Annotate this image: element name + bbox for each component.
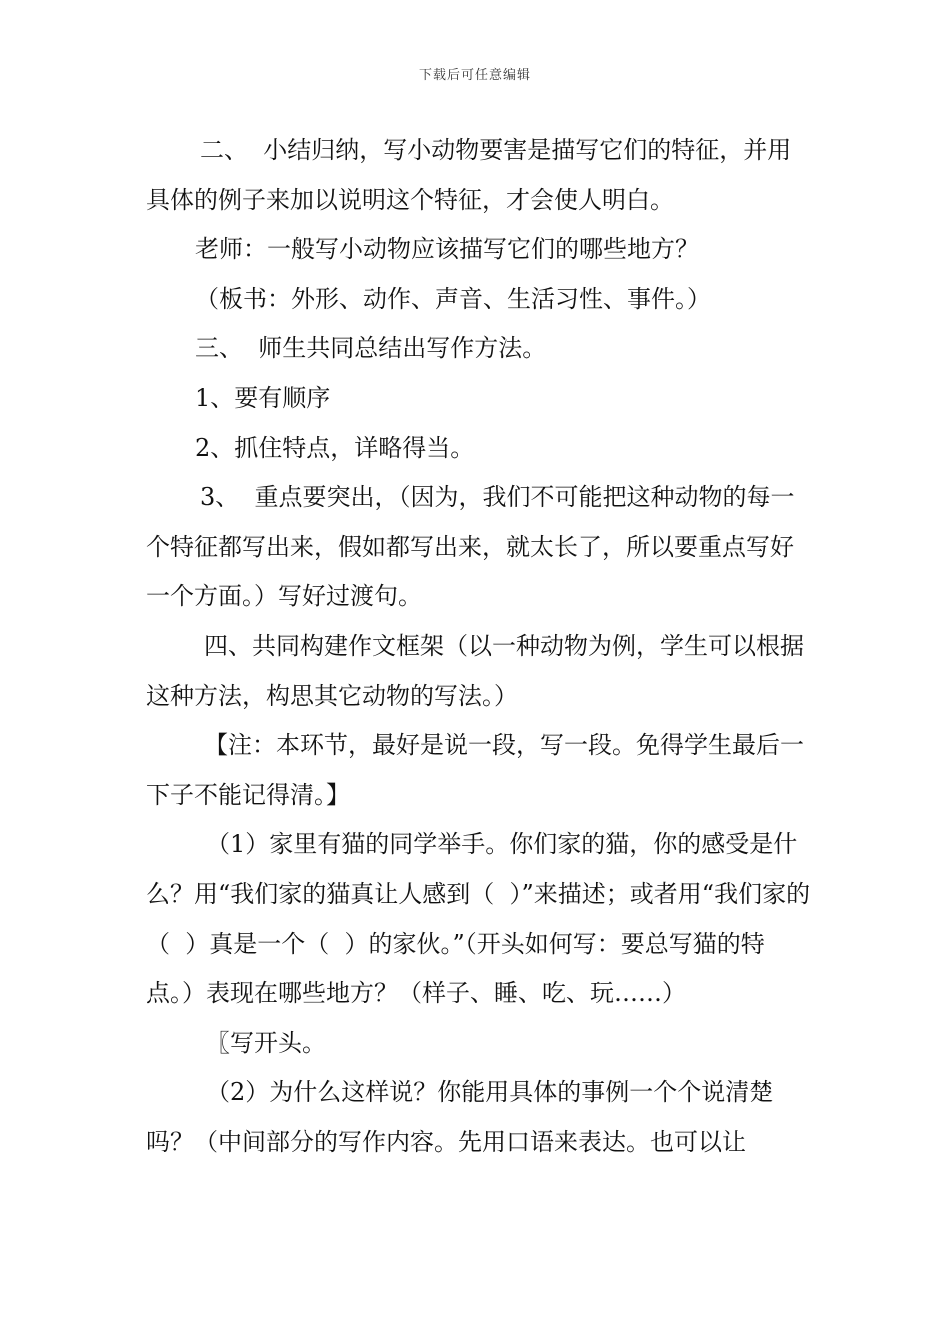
paragraph-method-heading: 三、 师生共同总结出写作方法。: [195, 334, 547, 363]
paragraph-framework-heading: 四、共同构建作文框架（以一种动物为例，学生可以根据这种方法，构思其它动物的写法。）: [146, 631, 804, 710]
paragraph-write-opening: 〖写开头。: [206, 1028, 326, 1057]
paragraph-note: 【注：本环节，最好是说一段，写一段。免得学生最后一下子不能记得清。】: [146, 731, 804, 809]
paragraph-item-1: （1）家里有猫的同学举手。你们家的猫，你的感受是什么？用“我们家的猫真让人感到（ ）”来描述；或者用“我们家的（ ）真是一个（ ）的家伙。”（开头如何写：要总写猫的特点。）表现在哪些地方？（样子、睡、吃、玩……）: [146, 830, 811, 1008]
paragraph-item-2: （2）为什么这样说？你能用具体的事例一个个说清楚吗？（中间部分的写作内容。先用口语来表达。也可以让: [146, 1078, 774, 1156]
paragraph-step-3: 3、 重点要突出，（因为，我们不可能把这种动物的每一个特征都写出来，假如都写出来，就太长了，所以要重点写好一个方面。）写好过渡句。: [146, 483, 795, 611]
paragraph-summary: 二、 小结归纳，写小动物要害是描写它们的特征，并用具体的例子来加以说明这个特征，才会使人明白。: [146, 136, 792, 214]
paragraph-teacher-question: 老师：一般写小动物应该描写它们的哪些地方？: [195, 235, 699, 264]
page-header: 下载后可任意编辑: [418, 68, 531, 83]
paragraph-blackboard: （板书：外形、动作、声音、生活习性、事件。）: [195, 284, 711, 313]
paragraph-step-1: 1、要有顺序: [195, 383, 331, 412]
paragraph-step-2: 2、抓住特点，详略得当。: [195, 433, 475, 462]
document-body: [146, 126, 812, 1167]
